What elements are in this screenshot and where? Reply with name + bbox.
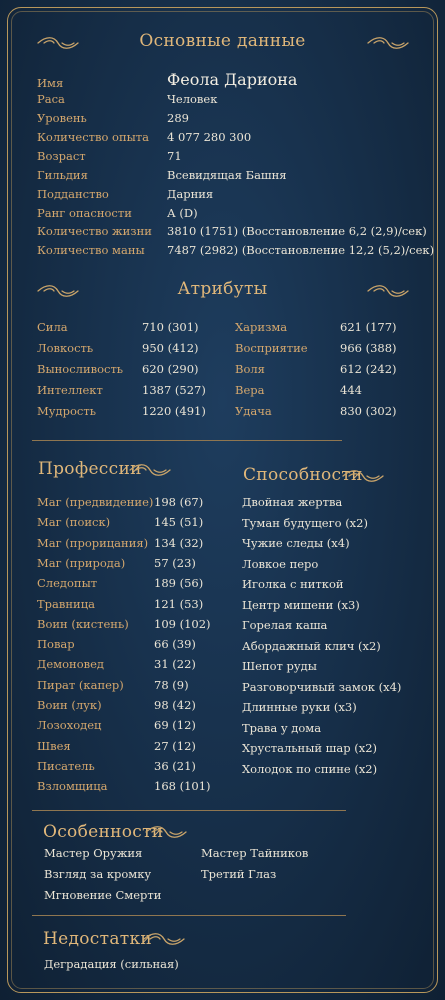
ability-item: Ловкое перо	[242, 556, 319, 571]
feature-item: Третий Глаз	[201, 867, 277, 881]
profession-label: Демоновед	[37, 657, 104, 672]
profession-value: 198 (67)	[154, 495, 204, 509]
ability-item: Двойная жертва	[242, 495, 343, 509]
attribute-label: Ловкость	[37, 341, 94, 355]
profession-label: Травница	[37, 596, 95, 611]
attributes-section-title: Атрибуты	[177, 279, 268, 299]
profession-label: Воин (кистень)	[37, 616, 129, 631]
attribute-label: Вера	[235, 383, 265, 397]
attribute-value: 830 (302)	[340, 404, 397, 418]
basic-label: Количество маны	[37, 243, 145, 257]
scroll-flourish-icon	[341, 467, 385, 485]
basic-label: Имя	[37, 76, 64, 90]
attribute-label: Сила	[37, 320, 68, 334]
profession-value: 66 (39)	[154, 637, 196, 652]
profession-value: 27 (12)	[154, 738, 196, 753]
attribute-label: Мудрость	[37, 404, 96, 418]
profession-label: Пират (капер)	[37, 677, 124, 692]
feature-item: Взгляд за кромку	[44, 867, 152, 881]
basic-label: Ранг опасности	[37, 206, 132, 220]
basic-label: Раса	[37, 92, 65, 106]
profession-value: 121 (53)	[154, 596, 204, 611]
ability-item: Горелая каша	[242, 618, 328, 632]
attribute-value: 620 (290)	[142, 362, 199, 376]
attribute-label: Восприятие	[235, 341, 308, 355]
basic-value: А (D)	[167, 206, 198, 220]
divider	[32, 440, 342, 441]
profession-label: Маг (предвидение)	[37, 495, 154, 509]
basic-section-title: Основные данные	[139, 31, 306, 51]
professions-section-title: Профессии	[38, 459, 142, 479]
basic-value: Феола Дариона	[167, 70, 298, 89]
basic-label: Возраст	[37, 149, 86, 163]
profession-label: Маг (природа)	[37, 555, 126, 570]
attribute-value: 710 (301)	[142, 320, 199, 334]
profession-label: Маг (прорицания)	[37, 535, 149, 550]
attribute-label: Воля	[235, 362, 265, 376]
ability-item: Абордажный клич (х2)	[242, 638, 381, 653]
attribute-value: 444	[340, 383, 362, 397]
ability-item: Разговорчивый замок (х4)	[242, 679, 402, 694]
scroll-flourish-icon	[128, 461, 172, 479]
attribute-value: 621 (177)	[340, 320, 397, 334]
scroll-flourish-icon	[142, 930, 186, 948]
basic-label: Подданство	[37, 187, 109, 201]
profession-value: 31 (22)	[154, 657, 196, 672]
abilities-section-title: Способности	[243, 465, 363, 485]
basic-label: Уровень	[37, 111, 87, 125]
profession-label: Лозоходец	[37, 718, 102, 733]
scroll-flourish-icon	[144, 823, 188, 841]
ability-item: Туман будущего (х2)	[242, 515, 368, 530]
profession-value: 109 (102)	[154, 616, 211, 631]
flaw-item: Деградация (сильная)	[44, 957, 179, 971]
ability-item: Трава у дома	[242, 720, 322, 735]
basic-value: 289	[167, 111, 189, 125]
ability-item: Центр мишени (х3)	[242, 597, 360, 612]
profession-value: 98 (42)	[154, 698, 196, 712]
attribute-label: Выносливость	[37, 362, 124, 376]
basic-value: 71	[167, 149, 182, 163]
basic-label: Гильдия	[37, 168, 88, 182]
ability-item: Шепот руды	[242, 659, 317, 673]
profession-label: Швея	[37, 738, 71, 753]
attribute-value: 950 (412)	[142, 341, 199, 355]
profession-value: 145 (51)	[154, 515, 204, 530]
basic-value: Человек	[167, 92, 218, 106]
ability-item: Холодок по спине (х2)	[242, 761, 378, 776]
feature-item: Мастер Оружия	[44, 846, 143, 860]
attribute-label: Интеллект	[37, 383, 103, 397]
basic-value: 7487 (2982) (Восстановление 12,2 (5,2)/сек)	[167, 243, 435, 257]
scroll-flourish-icon	[366, 282, 410, 300]
scroll-flourish-icon	[366, 34, 410, 52]
attribute-value: 612 (242)	[340, 362, 397, 376]
attribute-value: 1220 (491)	[142, 404, 206, 418]
profession-label: Маг (поиск)	[37, 515, 111, 530]
profession-label: Повар	[37, 637, 75, 652]
ability-item: Иголка с ниткой	[242, 577, 344, 591]
basic-value: 3810 (1751) (Восстановление 6,2 (2,9)/сек)	[167, 224, 427, 238]
profession-value: 189 (56)	[154, 576, 204, 591]
basic-label: Количество опыта	[37, 130, 150, 144]
profession-label: Следопыт	[37, 576, 98, 591]
divider	[32, 915, 346, 916]
profession-value: 168 (101)	[154, 779, 211, 794]
basic-label: Количество жизни	[37, 224, 152, 238]
features-section-title: Особенности	[43, 822, 164, 842]
ability-item: Чужие следы (х4)	[242, 536, 350, 550]
profession-value: 57 (23)	[154, 555, 196, 570]
divider	[32, 810, 346, 811]
attribute-label: Харизма	[235, 320, 288, 334]
feature-item: Мгновение Смерти	[44, 888, 162, 902]
attribute-value: 1387 (527)	[142, 383, 206, 397]
profession-value: 69 (12)	[154, 718, 196, 733]
profession-label: Писатель	[37, 758, 95, 773]
profession-label: Воин (лук)	[37, 698, 102, 712]
basic-value: Дарния	[167, 187, 214, 201]
profession-value: 78 (9)	[154, 677, 189, 692]
profession-value: 36 (21)	[154, 758, 196, 773]
flaws-section-title: Недостатки	[43, 929, 153, 949]
basic-value: Всевидящая Башня	[167, 168, 287, 182]
attribute-label: Удача	[235, 404, 272, 418]
ability-item: Длинные руки (х3)	[242, 700, 357, 714]
profession-value: 134 (32)	[154, 535, 204, 550]
ability-item: Хрустальный шар (х2)	[242, 741, 378, 755]
profession-label: Взломщица	[37, 779, 108, 794]
attribute-value: 966 (388)	[340, 341, 397, 355]
feature-item: Мастер Тайников	[201, 846, 309, 860]
basic-value: 4 077 280 300	[167, 130, 252, 144]
